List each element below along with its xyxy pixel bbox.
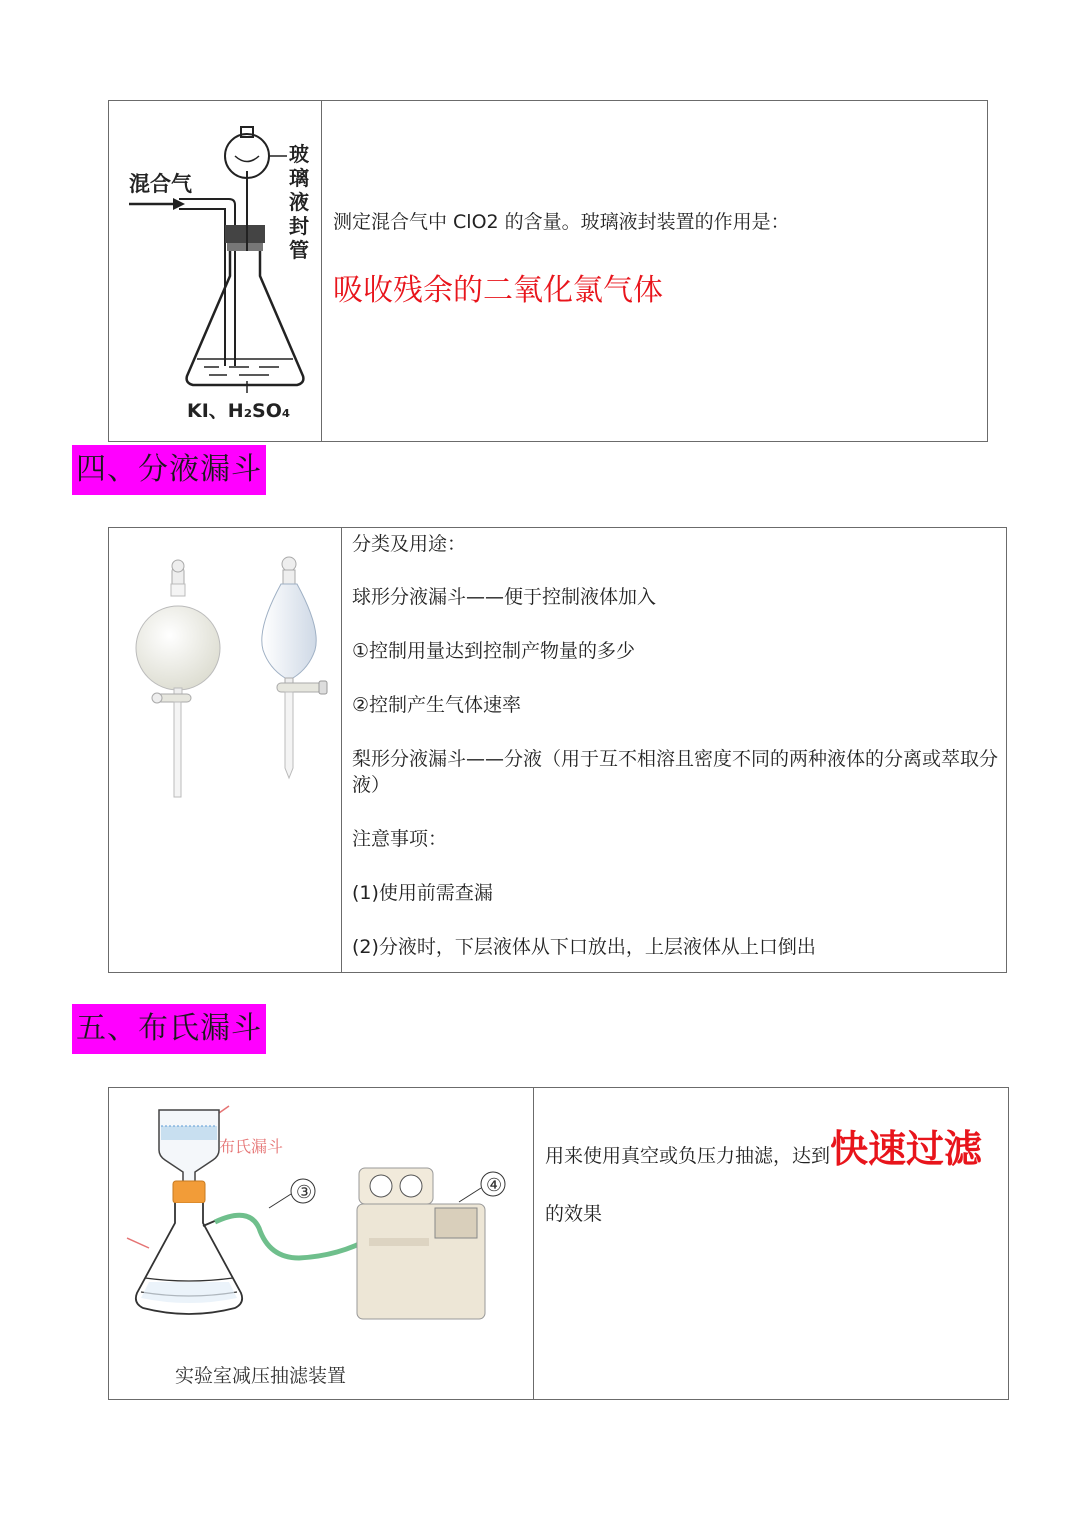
buchner-label: 布氏漏斗 [219,1137,284,1156]
pear-funnel-icon [262,557,327,778]
vacuum-filtration-drawing [109,1088,533,1399]
sep-line-7: (1)使用前需查漏 [352,882,493,904]
sep-line-8: (2)分液时，下层液体从下口放出，上层液体从上口倒出 [352,936,816,958]
label-3: ③ [296,1182,313,1203]
gas-arrow-icon [129,198,185,210]
buchner-text-cell [545,1120,1001,1243]
buchner-text-before: 用来使用真空或负压力抽滤，达到 [545,1145,831,1167]
sep-line-6: 注意事项： [352,828,448,850]
buchner-text-after: 的效果 [545,1203,603,1225]
section4-heading: 四、分液漏斗 [72,445,266,495]
separatory-funnels-drawing [109,528,341,972]
filtration-caption: 实验室减压抽滤装置 [175,1365,347,1387]
separatory-funnel-figure [109,528,341,972]
reagent-label: KI、H₂SO₄ [187,400,291,422]
buchner-description [545,1120,1001,1243]
buchner-highlight: 快速过滤 [830,1126,983,1171]
seal-table [108,100,988,442]
separatory-table-divider [341,528,342,972]
label-4: ④ [486,1175,503,1196]
spherical-funnel-icon [136,560,220,797]
seal-text-cell [333,209,973,311]
seal-tube-label: 玻璃液封管 [289,142,309,262]
buchner-funnel-icon [159,1110,219,1184]
seal-apparatus-figure [109,101,321,441]
seal-answer: 吸收残余的二氧化氯气体 [333,273,663,308]
seal-apparatus-drawing [109,101,321,441]
buchner-funnel-table [108,1087,1009,1400]
sep-line-4: ②控制产生气体速率 [352,694,522,716]
gas-in-label: 混合气 [129,172,192,196]
seal-table-divider [321,101,322,441]
section5-heading: 五、布氏漏斗 [72,1004,266,1054]
buchner-table-divider [533,1088,534,1399]
sep-line-2: 球形分液漏斗——便于控制液体加入 [352,586,657,608]
sep-line-1: 分类及用途： [352,533,467,555]
separatory-funnel-table [108,527,1007,973]
sep-line-5: 梨形分液漏斗——分液（用于互不相溶且密度不同的两种液体的分离或萃取分液） [352,748,999,796]
buchner-figure [109,1088,533,1399]
sep-line-3: ①控制用量达到控制产物量的多少 [352,640,636,662]
seal-question: 测定混合气中 ClO2 的含量。玻璃液封装置的作用是： [333,211,790,233]
vacuum-pump-icon [357,1168,485,1319]
